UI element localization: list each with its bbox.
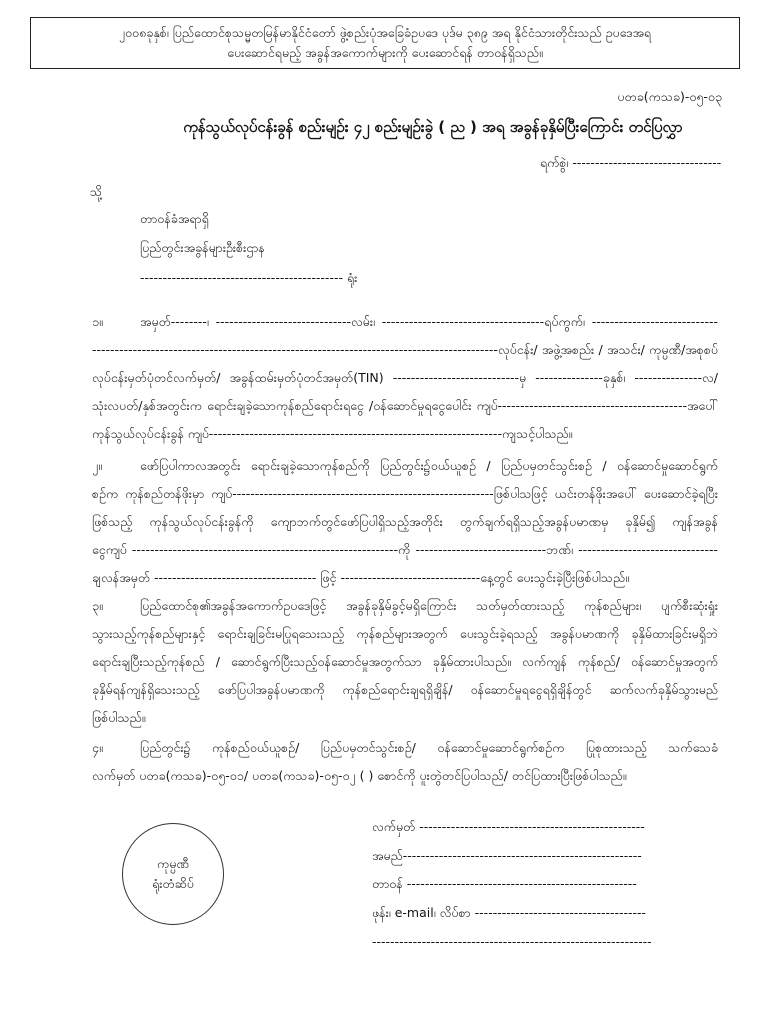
paragraph-number: ၃။ xyxy=(92,598,103,613)
paragraph-line: အမှတ်--------၊ ------------------------------လမ်း၊ ------------------------------------ရပ်ကွက်၊ ---------------------------- xyxy=(140,314,718,329)
paragraph-line: ပြည်တွင်း၌ ကုန်စည်ဝယ်ယူစဉ်/ ပြည်ပမှတင်သွင်းစဉ်/ ဝန်ဆောင်မှုဆောင်ရွက်စဉ်က ပြုစုထားသည့် သက်သေခံ xyxy=(140,740,718,755)
addressee-department: ပြည်တွင်းအခွန်များဦးစီးဌာန xyxy=(140,240,265,255)
paragraph-line: စဉ်က ကုန်စည်တန်ဖိုးမှာ ကျပ်----------------------------------------------------------ဖြစ်ပါသဖြင့် ယင်းတန်ဖိုးအပေါ် ပေးဆောင်ခဲ့ရပြီး xyxy=(92,486,718,501)
notice-line: ၂၀၀၈ခုနှစ်၊ ပြည်ထောင်စုသမ္မတမြန်မာနိုင်ငံတော် ဖွဲ့စည်းပုံအခြေခံဥပဒေ ပုဒ်မ ၃၈၉ အရ နိုင်ငံသားတိုင်းသည် ဥပဒေအရ xyxy=(118,25,652,40)
signature-block xyxy=(372,813,718,956)
position-field: တာဝန် --------------------------------------------------- xyxy=(372,876,637,892)
addressee-officer: တာဝန်ခံအရာရှိ xyxy=(140,211,209,226)
company-seal-label: ကုမ္ပဏီ xyxy=(157,856,189,871)
date-field: ရက်စွဲ၊ --------------------------------- xyxy=(540,155,722,170)
constitution-notice-box xyxy=(30,17,740,69)
signature-field: လက်မှတ် -------------------------------------------------- xyxy=(372,819,645,834)
company-seal xyxy=(122,823,224,925)
contact-field: ဖုန်း၊ e-mail၊ လိပ်စာ -------------------------------------- xyxy=(372,905,647,921)
name-field: အမည်----------------------------------------------------- xyxy=(372,847,642,863)
paragraph-2 xyxy=(92,452,718,592)
paragraph-line: ငွေကျပ် -----------------------------------------------------------ကို -----------------------------ဘဏ်၊ ------------------------------- xyxy=(92,542,718,557)
company-seal-label: ရုံးတံဆိပ် xyxy=(152,876,194,891)
paragraph-4 xyxy=(92,734,718,790)
paragraph-line: ဖြစ်ပါသည်။ xyxy=(92,710,146,725)
addressee-office-field: --------------------------------------------- ရုံး xyxy=(140,270,358,285)
form-title: ကုန်သွယ်လုပ်ငန်းခွန် စည်းမျဉ်း ၄၂ စည်းမျဉ်းခွဲ ( ည ) အရ အခွန်ခုနှိမ်ပြီးကြောင်း တင်ပြလွှာ xyxy=(183,118,683,136)
contact-field-continued: -------------------------------------------------------------- xyxy=(372,933,652,949)
form-code: ပတခ(ကသခ)-၀၅-၀၃ xyxy=(617,89,722,104)
paragraph-line: လုပ်ငန်းမှတ်ပုံတင်လက်မှတ်/ အခွန်ထမ်းမှတ်ပုံတင်အမှတ်(TIN) ----------------------------မှ ---------------ခုနှစ်၊ ---------------လ/ xyxy=(92,370,718,385)
paragraph-line: ------------------------------------------------------------------------------------------လုပ်ငန်း/ အဖွဲ့အစည်း / အသင်း/ ကုမ္ပဏီ/အစုစပ် xyxy=(92,342,718,357)
notice-line: ပေးဆောင်ရမည့် အခွန်အကောက်များကို ပေးဆောင်ရန် တာဝန်ရှိသည်။ xyxy=(227,45,543,60)
paragraph-number: ၂။ xyxy=(92,458,102,473)
paragraph-line: ပြည်ထောင်စု၏အခွန်အကောက်ဥပဒေဖြင့် အခွန်ခုနှိမ်ခွင့်မရှိကြောင်း သတ်မှတ်ထားသည့် ကုန်စည်များ၊ ပျက်စီးဆုံးရှုံး xyxy=(140,598,718,613)
paragraph-line: ကုန်သွယ်လုပ်ငန်းခွန် ကျပ်-----------------------------------------------------------------ကျသင့်ပါသည်။ xyxy=(92,426,573,441)
paragraph-line: ခုနှိမ်ရန်ကျန်ရှိသေးသည့် ဖော်ပြပါအခွန်ပမာဏကို ကုန်စည်ရောင်းချရရှိချိန်/ ဝန်ဆောင်မှုရငွေရရှိချိန်တွင် ဆက်လက်ခုနှိမ်သွားမည် xyxy=(92,682,718,697)
paragraph-line: သွားသည့်ကုန်စည်များနှင့် ရောင်းချခြင်းမပြုရသေးသည့် ကုန်စည်များအတွက် ပေးသွင်းခဲ့ရသည့် အခွန်ပမာဏကို ခုနှိမ်ထားခြင်းမရှိဘဲ xyxy=(92,626,718,641)
paragraph-line: ရောင်းချပြီးသည့်ကုန်စည် / ဆောင်ရွက်ပြီးသည့်ဝန်ဆောင်မှုအတွက်သာ ခုနှိမ်ထားပါသည်။ လက်ကျန် ကုန်စည်/ ဝန်ဆောင်မှုအတွက် xyxy=(92,654,718,669)
paragraph-3 xyxy=(92,592,718,732)
paragraph-number: ၄။ xyxy=(92,740,103,755)
paragraph-line: ချလန်အမှတ် ------------------------------------ ဖြင့် -------------------------------နေ့တွင် ပေးသွင်းခဲ့ပြီးဖြစ်ပါသည်။ xyxy=(92,570,629,585)
paragraph-1 xyxy=(92,308,718,448)
paragraph-line: ဖော်ပြပါကာလအတွင်း ရောင်းချခဲ့သောကုန်စည်ကို ပြည်တွင်း၌ဝယ်ယူစဉ် / ပြည်ပမှတင်သွင်းစဉ် / ဝန်ဆောင်မှုဆောင်ရွက် xyxy=(140,458,718,473)
addressee-to: သို့ xyxy=(90,184,103,199)
paragraph-line: လက်မှတ် ပတခ(ကသခ)-၀၅-၀၁/ ပတခ(ကသခ)-၀၅-၀၂ ( ) စောင်ကို ပူးတွဲတင်ပြပါသည်/ တင်ပြထားပြီးဖြစ်ပါသည်။ xyxy=(92,768,627,783)
paragraph-line: သုံးလပတ်/နှစ်အတွင်းက ရောင်းချခဲ့သောကုန်စည်ရောင်းရငွေ /ဝန်ဆောင်မှုရငွေပေါင်း ကျပ်------------------------------------------အပေါ် xyxy=(92,398,718,413)
paragraph-line: ဖြစ်သည့် ကုန်သွယ်လုပ်ငန်းခွန်ကို ကျောဘက်တွင်ဖော်ပြပါရှိသည့်အတိုင်း တွက်ချက်ရရှိသည့်အခွန်ပမာဏမှ ခုနှိမ်၍ ကျန်အခွန် xyxy=(92,514,718,529)
paragraph-number: ၁။ xyxy=(92,314,103,329)
